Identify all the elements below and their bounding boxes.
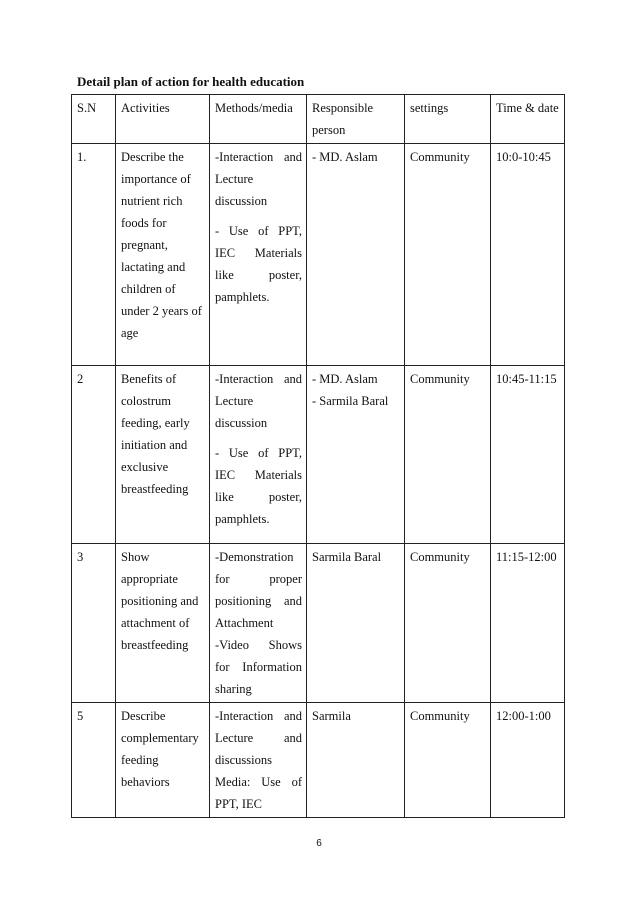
row-person-secondary: - Sarmila Baral (312, 394, 389, 408)
row-person-primary: Sarmila (312, 709, 351, 723)
table-row (72, 544, 565, 703)
column-header-methods: Methods/media (210, 95, 307, 144)
column-header-time: Time & date (491, 95, 565, 144)
row-setting: Community (405, 144, 491, 366)
column-header-settings: settings (405, 95, 491, 144)
row-activity: Describe complementary feeding behaviors (116, 703, 210, 818)
row-time: 11:15-12:00 (491, 544, 565, 703)
row-method-primary: -Interaction and Lecture discussion (215, 372, 302, 430)
row-methods (210, 544, 307, 703)
row-setting: Community (405, 544, 491, 703)
row-method-secondary: -Video Shows for Information sharing (215, 638, 302, 696)
action-plan-table (71, 94, 565, 818)
table-title: Detail plan of action for health education (77, 74, 305, 89)
row-sn: 3 (72, 544, 116, 703)
row-time: 10:45-11:15 (491, 366, 565, 544)
row-sn: 5 (72, 703, 116, 818)
row-method-primary: -Interaction and Lecture and discussions (215, 709, 302, 767)
row-sn: 1. (72, 144, 116, 366)
row-time: 10:0-10:45 (491, 144, 565, 366)
row-responsible (307, 703, 405, 818)
row-method-primary: -Interaction and Lecture discussion (215, 150, 302, 208)
row-time: 12:00-1:00 (491, 703, 565, 818)
row-setting: Community (405, 703, 491, 818)
page-number: 6 (316, 838, 322, 849)
row-activity: Describe the importance of nutrient rich foods for pregnant, lactating and children of under 2 years of age (116, 144, 210, 366)
row-responsible (307, 544, 405, 703)
column-header-activities: Activities (116, 95, 210, 144)
column-header-sn: S.N (72, 95, 116, 144)
row-method-secondary: Media: Use of PPT, IEC (215, 775, 302, 811)
row-methods (210, 703, 307, 818)
table-row (72, 703, 565, 818)
row-person-primary: - MD. Aslam (312, 150, 378, 164)
table-row (72, 366, 565, 544)
row-methods (210, 144, 307, 366)
column-header-responsible: Responsible person (307, 95, 405, 144)
row-person-primary: Sarmila Baral (312, 550, 382, 564)
row-methods (210, 366, 307, 544)
row-method-secondary: - Use of PPT, IEC Materials like poster, pamphlets. (215, 224, 302, 304)
table-row (72, 144, 565, 366)
row-responsible (307, 144, 405, 366)
row-activity: Show appropriate positioning and attachment of breastfeeding (116, 544, 210, 703)
row-method-secondary: - Use of PPT, IEC Materials like poster, pamphlets. (215, 446, 302, 526)
row-person-primary: - MD. Aslam (312, 372, 378, 386)
row-activity: Benefits of colostrum feeding, early initiation and exclusive breastfeeding (116, 366, 210, 544)
row-sn: 2 (72, 366, 116, 544)
table-header-row (72, 95, 565, 144)
row-method-primary: -Demonstration for proper positioning and Attachment (215, 550, 302, 630)
row-setting: Community (405, 366, 491, 544)
row-responsible (307, 366, 405, 544)
